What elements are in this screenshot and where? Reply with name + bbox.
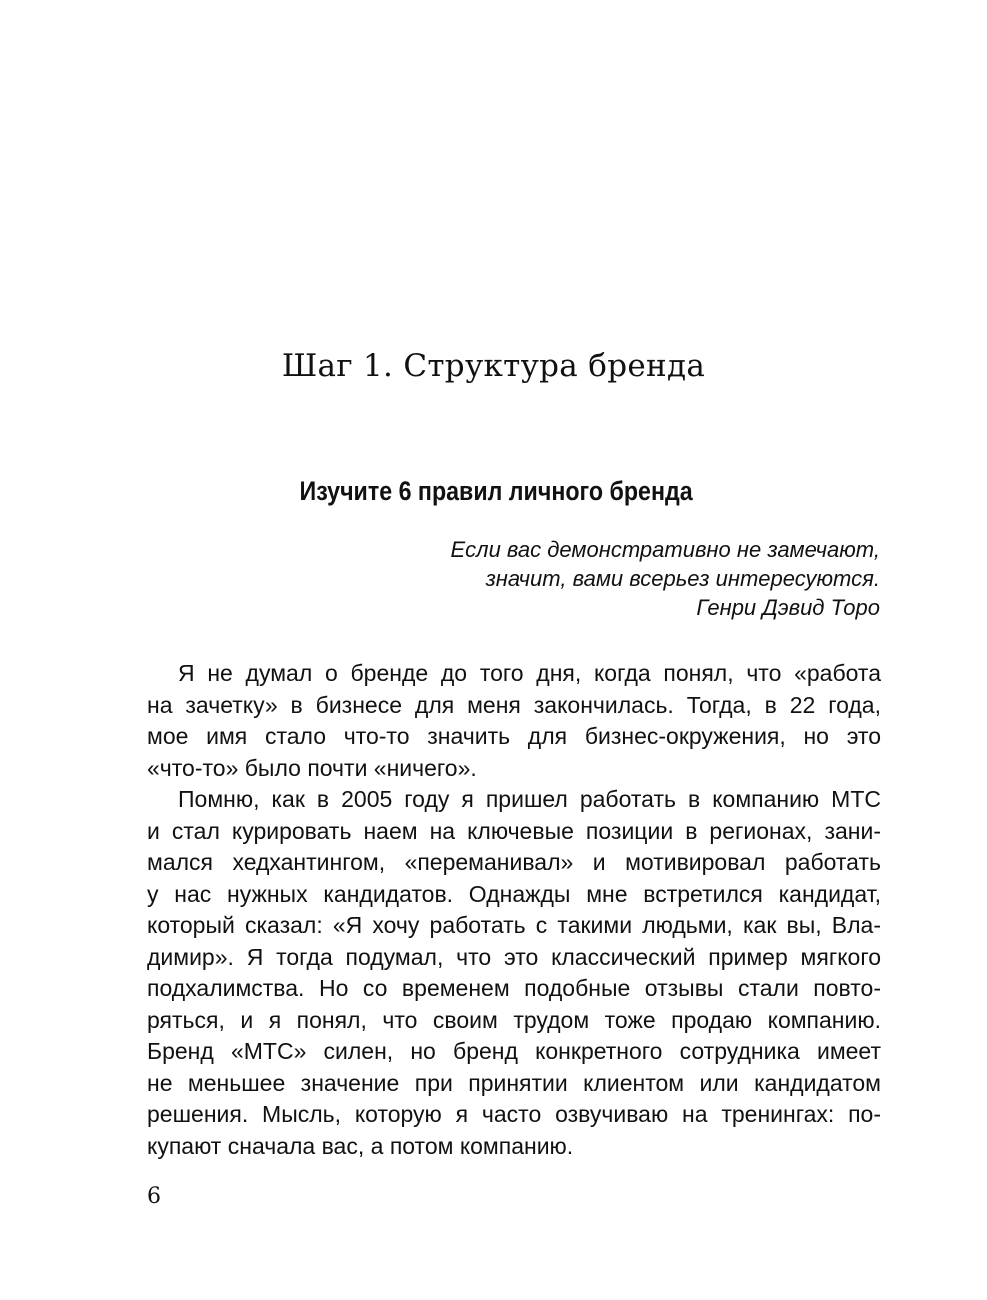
paragraph-line: мое имя стало что-то значить для бизнес-окружения, но это — [147, 723, 881, 749]
paragraph-line: ряться, и я понял, что своим трудом тоже продаю компанию. — [147, 1006, 881, 1033]
paragraph-line: не меньшее значение при принятии клиентом или кандидатом — [147, 1069, 881, 1096]
paragraph-line: димир». Я тогда подумал, что это классический пример мягкого — [147, 943, 881, 970]
paragraph-line: мался хедхантингом, «переманивал» и мотивировал работать — [147, 849, 881, 875]
epigraph-line: значит, вами всерьез интересуются. — [485, 566, 880, 591]
paragraph-line: который сказал: «Я хочу работать с такими людьми, как вы, Вла- — [147, 912, 881, 938]
page-number: 6 — [147, 1184, 161, 1209]
body-text — [147, 658, 881, 1162]
paragraph-line: подхалимства. Но со временем подобные отзывы стали повто- — [147, 975, 881, 1001]
paragraph-line: и стал курировать наем на ключевые позиции в регионах, зани- — [147, 817, 881, 844]
paragraph-line: Бренд «МТС» силен, но бренд конкретного сотрудника имеет — [147, 1038, 881, 1064]
epigraph — [320, 535, 880, 622]
paragraph-line: Помню, как в 2005 году я пришел работать в компанию МТС — [178, 786, 881, 812]
paragraph-line: решения. Мысль, которую я часто озвучиваю на тренингах: по- — [147, 1101, 881, 1127]
epigraph-author: Генри Дэвид Торо — [696, 595, 880, 620]
paragraph-line: купают сначала вас, а потом компанию. — [147, 1132, 574, 1159]
paragraph-line: Я не думал о бренде до того дня, когда понял, что «работа — [178, 660, 881, 686]
epigraph-line: Если вас демонстративно не замечают, — [450, 537, 880, 562]
paragraph-line: у нас нужных кандидатов. Однажды мне встретился кандидат, — [147, 880, 881, 907]
paragraph-line: «что-то» было почти «ничего». — [147, 754, 477, 781]
chapter-title: Шаг 1. Структура бренда — [281, 348, 706, 384]
section-title: Изучите 6 правил личного бренда — [299, 476, 693, 506]
paragraph-line: на зачетку» в бизнесе для меня закончилась. Тогда, в 22 года, — [147, 691, 881, 718]
